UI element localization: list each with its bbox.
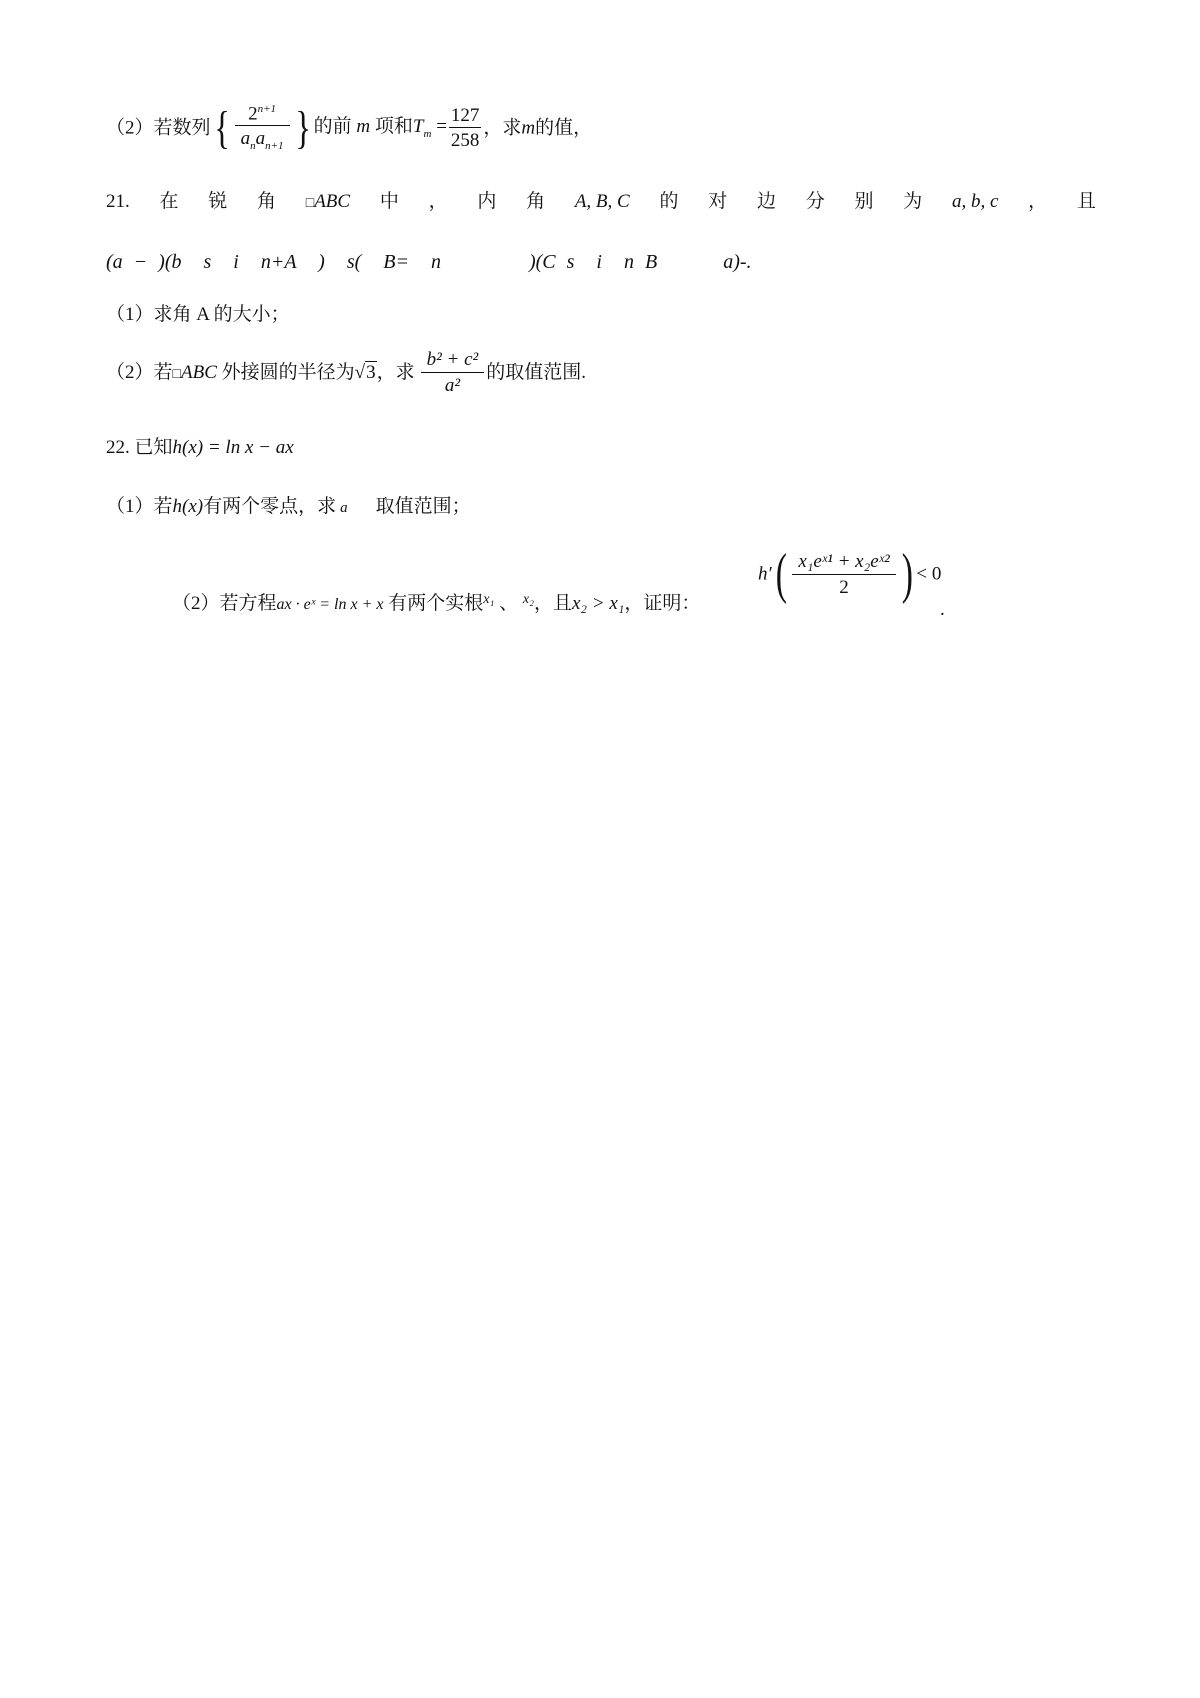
q22-part1-end: 取值范围； bbox=[375, 496, 471, 517]
q21-part2-prefix: （2）若 bbox=[106, 362, 173, 383]
q22-part1-prefix: （1）若 bbox=[106, 496, 173, 517]
q21-char3-3: 分 bbox=[805, 191, 825, 212]
q22-end-dot bbox=[940, 600, 945, 619]
q20-part2-label: （2）若数列 bbox=[106, 117, 211, 139]
q21-char-0: 在 bbox=[159, 191, 179, 212]
triangle-symbol: □ bbox=[305, 196, 315, 211]
q20-text-end2: 的值， bbox=[535, 117, 593, 139]
q21-part1 bbox=[106, 305, 290, 324]
value-denominator: 258 bbox=[449, 127, 482, 150]
q21-sides: a, b, c bbox=[951, 191, 999, 212]
q21-char3-1: 对 bbox=[708, 191, 728, 212]
q21-number: 21. bbox=[106, 191, 130, 212]
sequence-fraction bbox=[235, 104, 290, 152]
q21-angles: A, B, C bbox=[574, 191, 630, 212]
q21-char-2: 角 bbox=[256, 191, 276, 212]
q21-char3-5: 为 bbox=[903, 191, 923, 212]
q21-formula-text: (a − )(b s i n+A ) s( B= n )(C s i n B a)-. bbox=[106, 251, 752, 273]
q21-qie: 且 bbox=[1076, 191, 1096, 212]
q22-part2-eq: ax · eˣ = ln x + x bbox=[276, 596, 384, 613]
var-T: T bbox=[412, 115, 424, 137]
q20-text-items: 项和 bbox=[374, 115, 413, 137]
var-m-2: m bbox=[521, 117, 536, 139]
q21-char-1: 锐 bbox=[208, 191, 228, 212]
q21-triangle bbox=[306, 192, 350, 211]
q22-part1-a: a bbox=[340, 500, 348, 516]
q22-part1-func: h(x) bbox=[172, 496, 204, 517]
q22-end: . bbox=[940, 599, 945, 620]
q22-intro-text: 已知 bbox=[134, 437, 173, 458]
q22-part1-mid: 有两个零点，求 bbox=[203, 496, 337, 517]
q22-part1 bbox=[106, 497, 471, 516]
den-a1: a bbox=[240, 128, 251, 150]
equals-sign: = bbox=[436, 115, 447, 137]
q22-x2: x₂ bbox=[522, 592, 534, 607]
q21-char3-2: 边 bbox=[756, 191, 776, 212]
fraction-numerator-exponent: n+1 bbox=[257, 103, 277, 115]
q22-x1: x₁ bbox=[483, 592, 495, 607]
h-prime: h′ bbox=[758, 563, 772, 585]
q22-frac-num: x₁eˣ¹ + x₂eˣ² bbox=[798, 550, 890, 572]
q20-part2-line bbox=[106, 104, 592, 152]
q21-char2-3: 角 bbox=[526, 191, 546, 212]
q22-frac-den: 2 bbox=[792, 574, 895, 597]
q22-part2-prefix: （2）若方程 bbox=[172, 593, 277, 614]
q22-condition: x₂ > x₁ bbox=[571, 593, 625, 614]
q22-derivative bbox=[758, 543, 942, 605]
q21-range-fraction bbox=[421, 350, 485, 395]
den-sub-n1: n+1 bbox=[265, 140, 284, 153]
q21-part2-triangle: ABC bbox=[180, 362, 217, 383]
q21-char2-2: 内 bbox=[477, 191, 497, 212]
q21-char3-4: 别 bbox=[854, 191, 874, 212]
q20-text-mid: 的前 bbox=[313, 115, 352, 137]
den-sub-n: n bbox=[250, 140, 256, 153]
q21-comma: ， bbox=[1028, 191, 1048, 212]
value-fraction bbox=[449, 106, 482, 150]
q21-line1 bbox=[106, 192, 1096, 211]
sqrt-symbol: √ bbox=[354, 362, 366, 383]
q22-derivative-fraction bbox=[792, 552, 895, 597]
q21-frac-num: b² + c² bbox=[426, 349, 479, 370]
q21-part1-text: （1）求角 A 的大小； bbox=[106, 304, 290, 325]
q21-part2-mid: 外接圆的半径为 bbox=[221, 362, 355, 383]
q22-part2-mid: 有两个实根 bbox=[388, 593, 484, 614]
q21-part2-end: 的取值范围. bbox=[486, 362, 587, 383]
var-T-sub: m bbox=[423, 127, 432, 140]
sqrt-value: 3 bbox=[366, 362, 376, 383]
value-numerator: 127 bbox=[450, 105, 480, 127]
q22-part2 bbox=[172, 594, 700, 613]
q21-char2-1: ， bbox=[428, 191, 448, 212]
right-paren: ) bbox=[901, 543, 913, 605]
var-m: m bbox=[356, 115, 371, 137]
fraction-numerator-base: 2 bbox=[248, 103, 258, 125]
q21-char3-0: 的 bbox=[659, 191, 679, 212]
q20-text-end: ，求 bbox=[483, 117, 522, 139]
q21-frac-den: a² bbox=[421, 372, 485, 395]
left-brace: { bbox=[213, 102, 230, 154]
triangle-symbol-2: □ bbox=[172, 367, 181, 382]
triangle-label: ABC bbox=[314, 191, 351, 212]
right-brace: } bbox=[294, 102, 311, 154]
q21-char2-0: 中 bbox=[379, 191, 399, 212]
q22-sep: 、 bbox=[499, 593, 519, 614]
q22-number: 22. bbox=[106, 437, 130, 458]
q22-prove: ，证明： bbox=[624, 593, 701, 614]
left-paren: ( bbox=[775, 543, 787, 605]
q22-ineq: < 0 bbox=[916, 563, 942, 585]
q22-part2-qie: ，且 bbox=[533, 593, 572, 614]
q21-formula-line bbox=[106, 252, 752, 272]
q21-part2-qiu: ，求 bbox=[376, 362, 415, 383]
q22-intro bbox=[106, 438, 294, 457]
den-a2: a bbox=[255, 128, 266, 150]
q21-part2 bbox=[106, 350, 586, 395]
q22-function: h(x) = ln x − ax bbox=[172, 437, 294, 458]
